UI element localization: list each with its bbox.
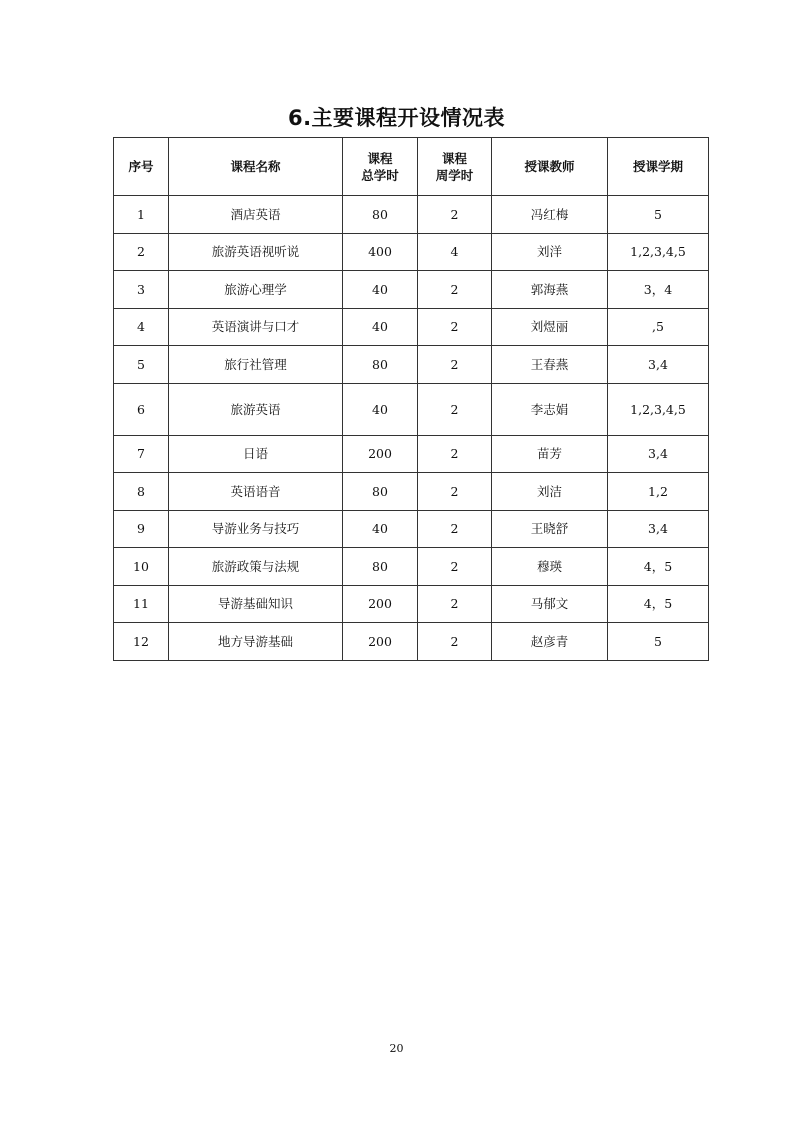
cell-semester: 1,2,3,4,5 — [608, 233, 709, 271]
cell-course-name: 酒店英语 — [169, 196, 343, 234]
cell-course-name: 英语演讲与口才 — [169, 308, 343, 346]
cell-weekly-hours: 2 — [418, 346, 492, 384]
header-course-name: 课程名称 — [169, 138, 343, 196]
cell-semester: 4，5 — [608, 585, 709, 623]
cell-weekly-hours: 2 — [418, 383, 492, 435]
cell-total-hours: 40 — [343, 308, 418, 346]
cell-teacher: 王春燕 — [492, 346, 608, 384]
cell-index: 11 — [114, 585, 169, 623]
cell-teacher: 苗芳 — [492, 435, 608, 473]
header-weekly-hours-line2: 周学时 — [435, 167, 474, 183]
table-row — [114, 435, 709, 473]
cell-index: 1 — [114, 196, 169, 234]
cell-total-hours: 200 — [343, 623, 418, 661]
cell-teacher: 王晓舒 — [492, 510, 608, 548]
cell-course-name: 导游基础知识 — [169, 585, 343, 623]
cell-index: 4 — [114, 308, 169, 346]
cell-teacher: 郭海燕 — [492, 271, 608, 309]
cell-course-name: 日语 — [169, 435, 343, 473]
table-row — [114, 308, 709, 346]
cell-course-name: 旅行社管理 — [169, 346, 343, 384]
cell-course-name: 英语语音 — [169, 473, 343, 511]
table-row — [114, 510, 709, 548]
cell-total-hours: 80 — [343, 346, 418, 384]
cell-semester: 1,2 — [608, 473, 709, 511]
cell-weekly-hours: 2 — [418, 435, 492, 473]
cell-teacher: 刘洋 — [492, 233, 608, 271]
cell-teacher: 刘洁 — [492, 473, 608, 511]
header-total-hours-line1: 课程 — [367, 150, 393, 166]
header-teacher: 授课教师 — [492, 138, 608, 196]
cell-weekly-hours: 4 — [418, 233, 492, 271]
cell-weekly-hours: 2 — [418, 271, 492, 309]
header-weekly-hours-line1: 课程 — [441, 150, 467, 166]
table-row — [114, 473, 709, 511]
cell-index: 2 — [114, 233, 169, 271]
cell-course-name: 地方导游基础 — [169, 623, 343, 661]
cell-semester: 3,4 — [608, 510, 709, 548]
table-row — [114, 271, 709, 309]
cell-total-hours: 40 — [343, 510, 418, 548]
cell-weekly-hours: 2 — [418, 585, 492, 623]
table-row — [114, 548, 709, 586]
cell-total-hours: 80 — [343, 196, 418, 234]
header-weekly-hours — [418, 138, 492, 196]
cell-index: 12 — [114, 623, 169, 661]
cell-index: 9 — [114, 510, 169, 548]
cell-total-hours: 40 — [343, 271, 418, 309]
cell-course-name: 旅游政策与法规 — [169, 548, 343, 586]
cell-total-hours: 40 — [343, 383, 418, 435]
table-row — [114, 196, 709, 234]
table-row — [114, 346, 709, 384]
cell-teacher: 穆瑛 — [492, 548, 608, 586]
cell-semester: 3,4 — [608, 435, 709, 473]
table-row — [114, 623, 709, 661]
cell-index: 8 — [114, 473, 169, 511]
cell-total-hours: 400 — [343, 233, 418, 271]
cell-teacher: 冯红梅 — [492, 196, 608, 234]
cell-semester: 3，4 — [608, 271, 709, 309]
cell-teacher: 刘煜丽 — [492, 308, 608, 346]
cell-course-name: 旅游心理学 — [169, 271, 343, 309]
cell-index: 3 — [114, 271, 169, 309]
table-row — [114, 233, 709, 271]
cell-weekly-hours: 2 — [418, 548, 492, 586]
cell-teacher: 赵彦青 — [492, 623, 608, 661]
cell-weekly-hours: 2 — [418, 473, 492, 511]
header-semester: 授课学期 — [608, 138, 709, 196]
cell-teacher: 马郁文 — [492, 585, 608, 623]
cell-index: 7 — [114, 435, 169, 473]
cell-course-name: 旅游英语视听说 — [169, 233, 343, 271]
cell-course-name: 导游业务与技巧 — [169, 510, 343, 548]
cell-semester: 5 — [608, 623, 709, 661]
cell-weekly-hours: 2 — [418, 510, 492, 548]
header-index: 序号 — [114, 138, 169, 196]
cell-index: 6 — [114, 383, 169, 435]
cell-semester: 1,2,3,4,5 — [608, 383, 709, 435]
table-header-row — [114, 138, 709, 196]
table-row — [114, 383, 709, 435]
cell-total-hours: 200 — [343, 435, 418, 473]
cell-weekly-hours: 2 — [418, 623, 492, 661]
cell-semester: 3,4 — [608, 346, 709, 384]
cell-course-name: 旅游英语 — [169, 383, 343, 435]
cell-index: 5 — [114, 346, 169, 384]
cell-semester: 5 — [608, 196, 709, 234]
page-number: 20 — [389, 1042, 404, 1055]
document-title: 6.主要课程开设情况表 — [287, 106, 506, 130]
cell-semester: 4，5 — [608, 548, 709, 586]
course-table — [113, 137, 709, 661]
header-total-hours — [343, 138, 418, 196]
cell-weekly-hours: 2 — [418, 196, 492, 234]
table-row — [114, 585, 709, 623]
header-total-hours-line2: 总学时 — [361, 167, 399, 183]
cell-total-hours: 80 — [343, 473, 418, 511]
cell-total-hours: 200 — [343, 585, 418, 623]
cell-total-hours: 80 — [343, 548, 418, 586]
cell-teacher: 李志娟 — [492, 383, 608, 435]
cell-semester: ,5 — [608, 308, 709, 346]
cell-index: 10 — [114, 548, 169, 586]
cell-weekly-hours: 2 — [418, 308, 492, 346]
